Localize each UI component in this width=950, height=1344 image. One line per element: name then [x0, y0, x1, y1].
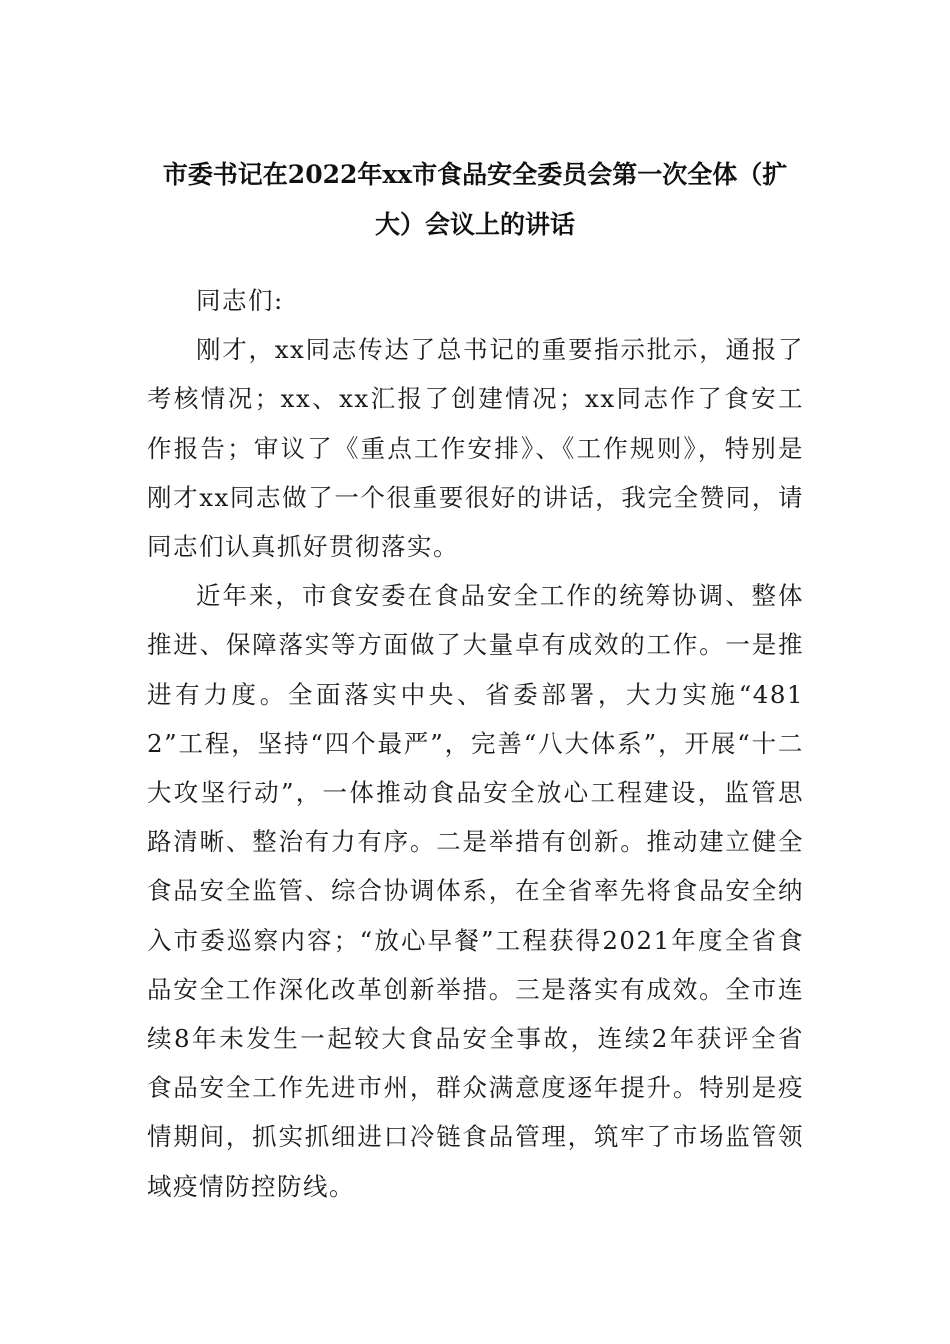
paragraph: 近年来，市食安委在食品安全工作的统筹协调、整体推进、保障落实等方面做了大量卓有成效的工作。一是推进有力度。全面落实中央、省委部署，大力实施“4812”工程，坚持“四个最严”，完善“八大体系”，开展“十二大攻坚行动”，一体推动食品安全放心工程建设，监管思路清晰、整治有力有序。二是举措有创新。推动建立健全食品安全监管、综合协调体系，在全省率先将食品安全纳入市委巡察内容；“放心早餐”工程获得2021年度全省食品安全工作深化改革创新举措。三是落实有成效。全市连续8年未发生一起较大食品安全事故，连续2年获评全省食品安全工作先进市州，群众满意度逐年提升。特别是疫情期间，抓实抓细进口冷链食品管理，筑牢了市场监管领域疫情防控防线。 [147, 581, 804, 1201]
document-title: 市委书记在2022年xx市食品安全委员会第一次全体（扩大）会议上的讲话 [162, 160, 788, 239]
document-body [147, 276, 804, 1211]
salutation: 同志们: [196, 286, 284, 315]
paragraph: 刚才，xx同志传达了总书记的重要指示批示，通报了考核情况；xx、xx汇报了创建情况；xx同志作了食安工作报告；审议了《重点工作安排》、《工作规则》，特别是刚才xx同志做了一个很重要很好的讲话，我完全赞同，请同志们认真抓好贯彻落实。 [147, 335, 804, 562]
